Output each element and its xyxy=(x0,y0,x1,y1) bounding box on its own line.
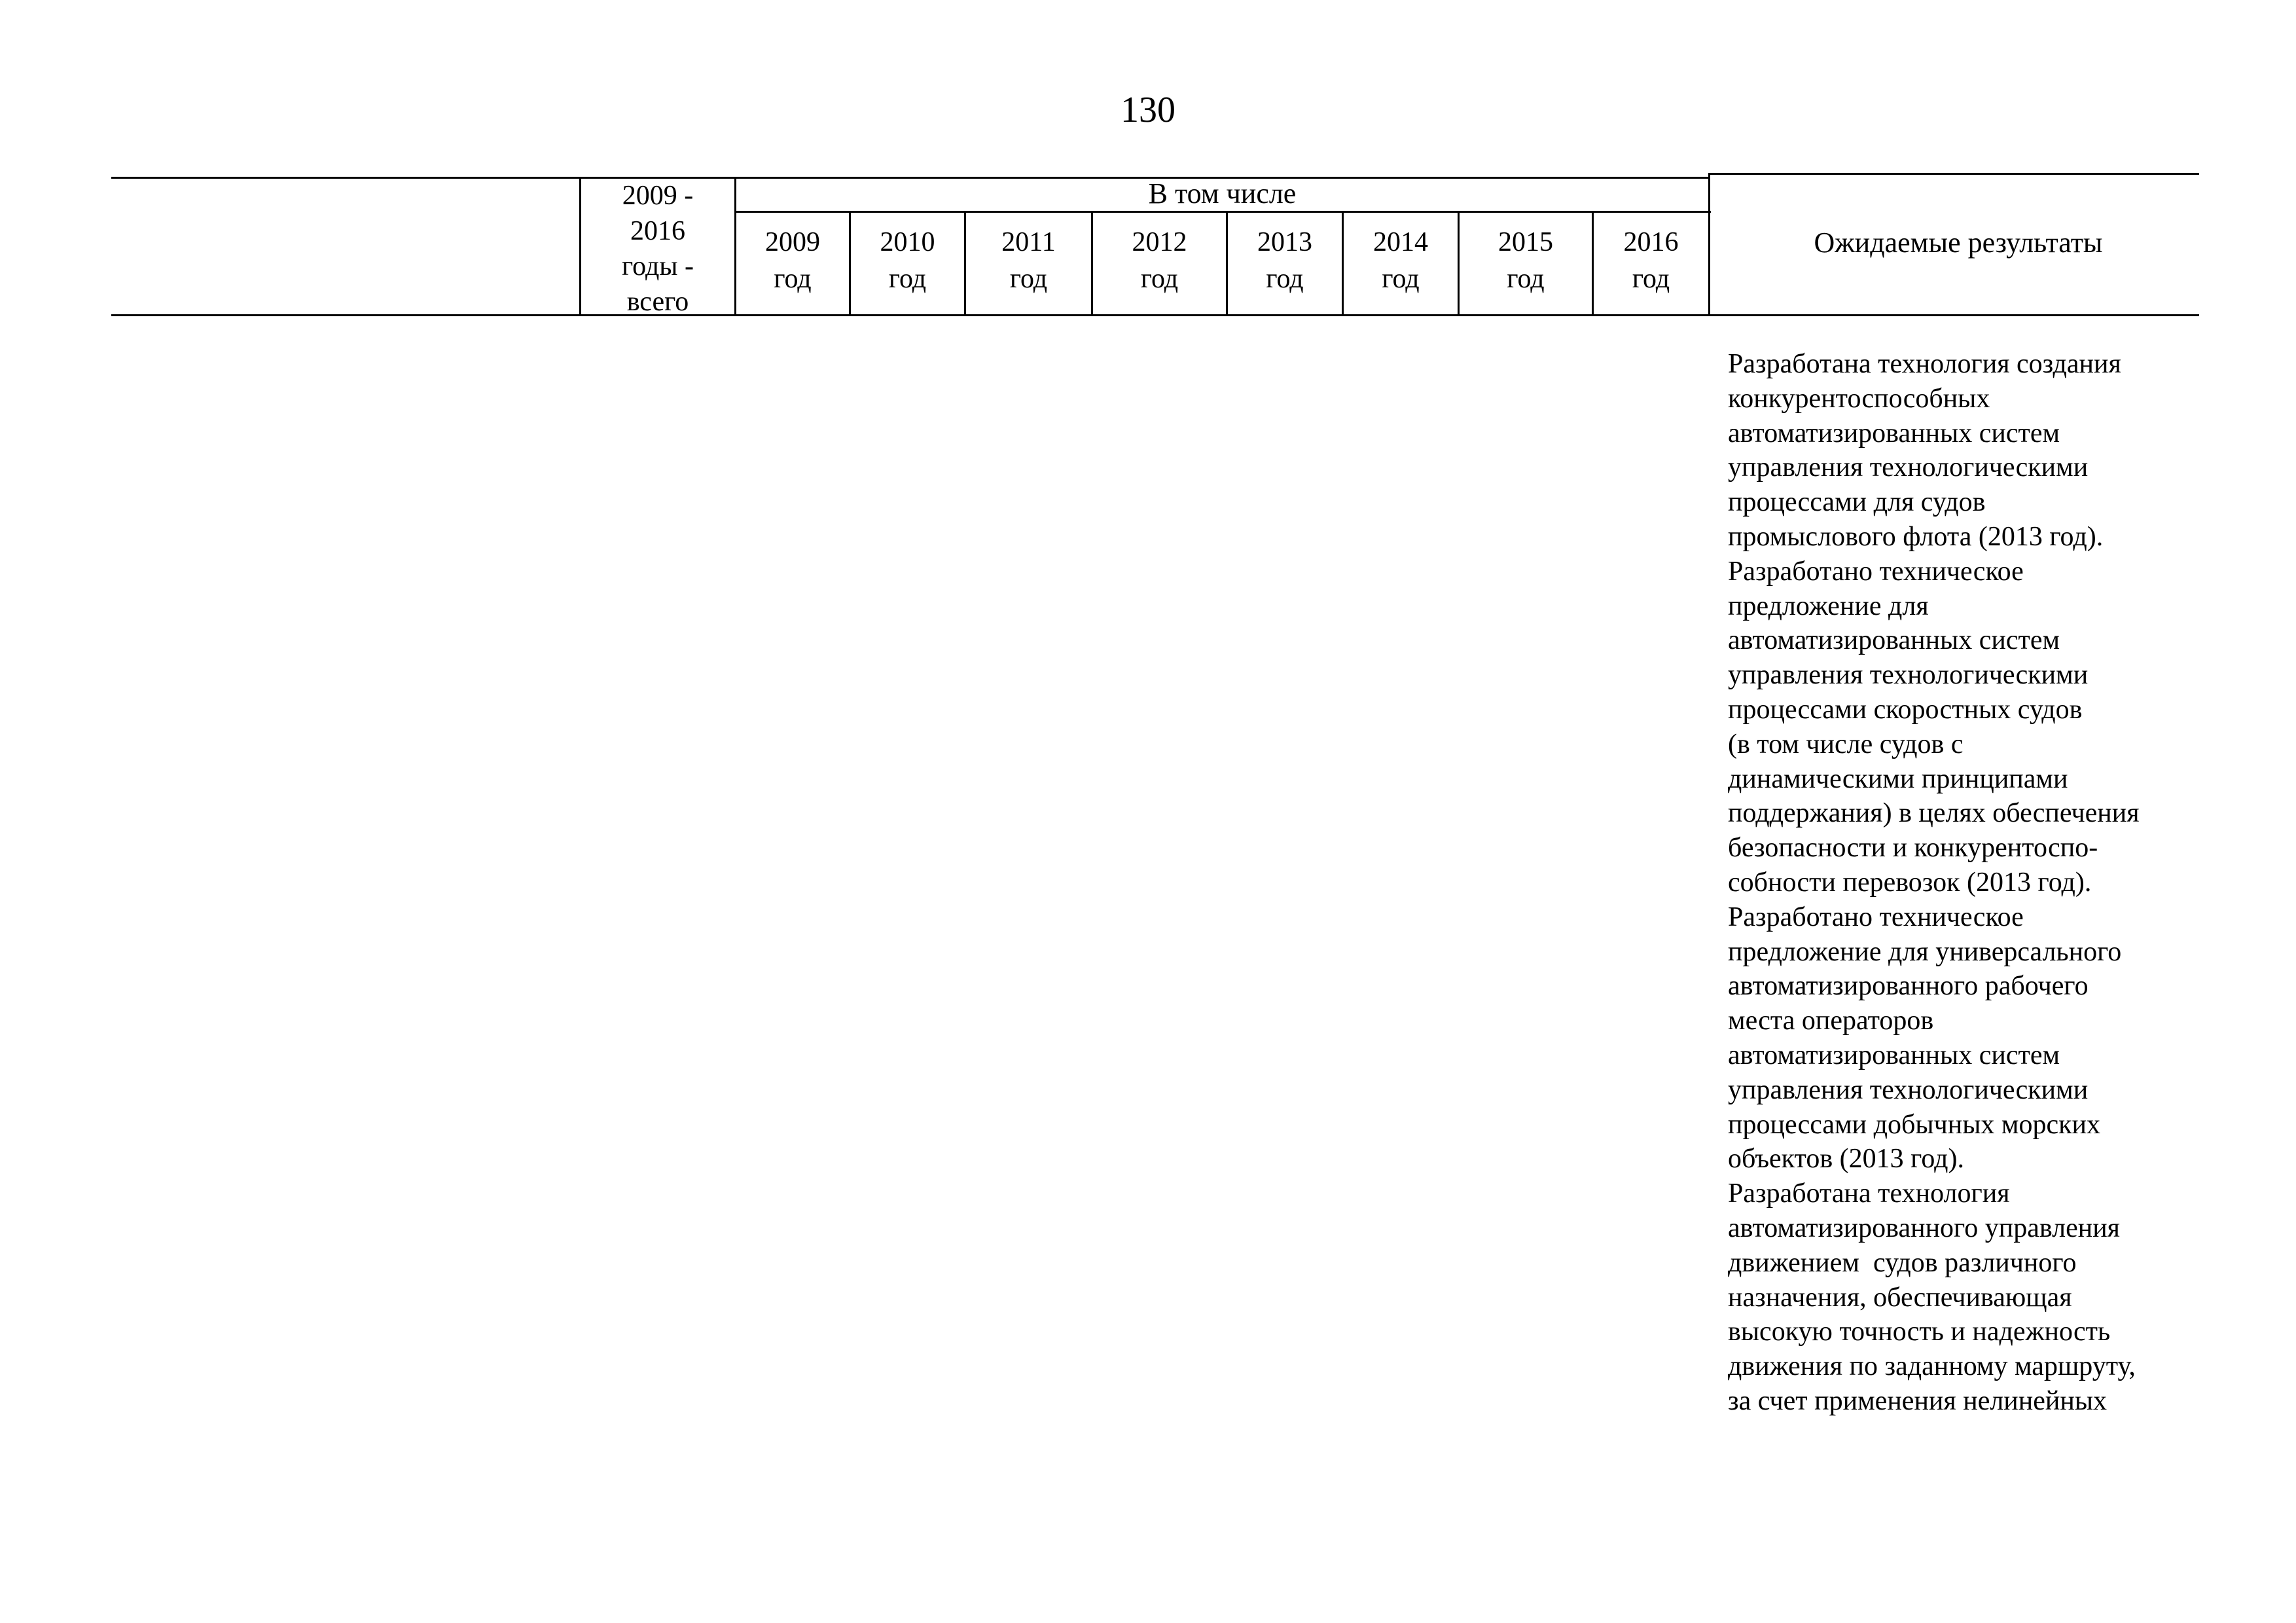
results-line: конкурентоспособных xyxy=(1728,383,1990,414)
results-line: процессами добычных морских xyxy=(1728,1109,2101,1140)
year-unit: год xyxy=(888,264,927,294)
column-divider xyxy=(1708,173,1710,316)
results-line: предложение для xyxy=(1728,591,1929,621)
year-unit: год xyxy=(1632,264,1670,294)
including-header: В том числе xyxy=(1148,177,1297,210)
results-line: за счет применения нелинейных xyxy=(1728,1385,2108,1416)
year-column-header xyxy=(736,224,849,309)
year-label: 2010 xyxy=(880,227,935,257)
year-column-header xyxy=(1344,224,1458,309)
results-line: движения по заданному маршруту, xyxy=(1728,1351,2136,1382)
results-line: движением судов различного xyxy=(1728,1247,2077,1278)
year-label: 2016 xyxy=(1623,227,1679,257)
year-unit: год xyxy=(1009,264,1048,294)
year-label: 2013 xyxy=(1257,227,1312,257)
results-line: Разработана технология создания xyxy=(1728,349,2121,379)
results-line: Разработана технология xyxy=(1728,1178,2010,1209)
results-line: автоматизированного управления xyxy=(1728,1213,2120,1243)
year-column-header xyxy=(1228,224,1342,309)
total-label-line: всего xyxy=(626,287,689,317)
results-line: места операторов xyxy=(1728,1006,1934,1036)
table-subheader-rule xyxy=(734,211,1711,213)
results-line: автоматизированных систем xyxy=(1728,1040,2060,1070)
year-column-header xyxy=(1460,224,1592,309)
results-line: процессами для судов xyxy=(1728,487,1986,518)
year-label: 2009 xyxy=(765,227,820,257)
results-line: высокую точность и надежность xyxy=(1728,1317,2111,1347)
total-label-line: годы - xyxy=(621,251,694,282)
results-line: автоматизированных систем xyxy=(1728,418,2060,448)
results-line: автоматизированных систем xyxy=(1728,625,2060,656)
year-column-header xyxy=(966,224,1091,309)
expected-results-text xyxy=(1728,347,2199,1419)
year-unit: год xyxy=(1507,264,1545,294)
results-line: промыслового флота (2013 год). xyxy=(1728,521,2104,552)
results-line: поддержания) в целях обеспечения xyxy=(1728,798,2140,829)
results-line: объектов (2013 год). xyxy=(1728,1144,1964,1175)
year-label: 2015 xyxy=(1498,227,1553,257)
year-label: 2011 xyxy=(1001,227,1056,257)
results-line: автоматизированного рабочего xyxy=(1728,971,2089,1002)
total-column-header xyxy=(581,178,734,319)
results-line: Разработано техническое xyxy=(1728,556,2024,587)
results-line: процессами скоростных судов xyxy=(1728,694,2083,725)
results-column-header: Ожидаемые результаты xyxy=(1814,227,2103,259)
year-column-header xyxy=(1093,224,1226,309)
page-number: 130 xyxy=(1121,90,1175,130)
table-top-rule-right xyxy=(1708,173,2199,175)
results-line: назначения, обеспечивающая xyxy=(1728,1282,2072,1313)
year-label: 2014 xyxy=(1373,227,1428,257)
total-label-line: 2009 - xyxy=(622,181,694,211)
year-unit: год xyxy=(1266,264,1304,294)
year-column-header xyxy=(1594,224,1708,309)
year-column-header xyxy=(851,224,964,309)
results-line: собности перевозок (2013 год). xyxy=(1728,867,2092,898)
table-bottom-rule xyxy=(111,314,2199,316)
year-unit: год xyxy=(774,264,812,294)
year-unit: год xyxy=(1382,264,1420,294)
year-unit: год xyxy=(1140,264,1179,294)
total-label-line: 2016 xyxy=(630,216,685,246)
results-line: (в том числе судов с xyxy=(1728,729,1964,759)
results-line: управления технологическими xyxy=(1728,452,2089,483)
results-line: динамическими принципами xyxy=(1728,763,2068,794)
results-line: управления технологическими xyxy=(1728,660,2089,691)
results-line: предложение для универсального xyxy=(1728,936,2122,967)
results-line: безопасности и конкурентоспо- xyxy=(1728,833,2098,864)
year-label: 2012 xyxy=(1132,227,1187,257)
results-line: Разработано техническое xyxy=(1728,902,2024,932)
results-line: управления технологическими xyxy=(1728,1074,2089,1105)
